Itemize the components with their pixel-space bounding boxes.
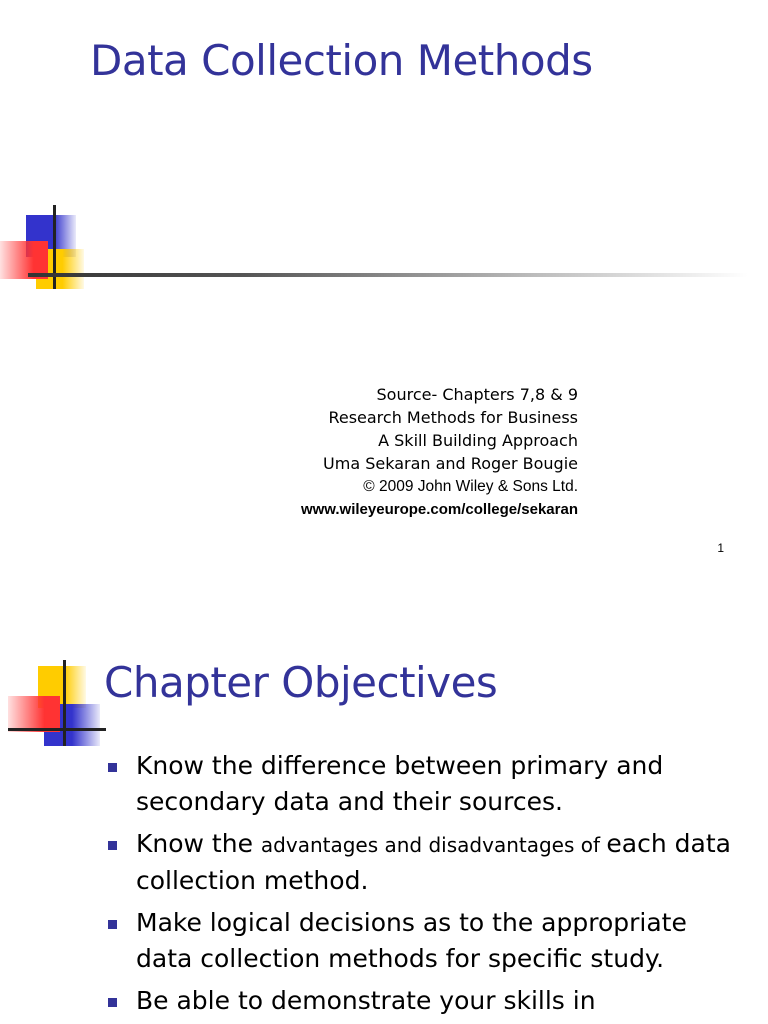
website-line: www.wileyeurope.com/college/sekaran (300, 501, 578, 518)
bullet-text: each data collection method. (136, 829, 731, 895)
corner-decoration (0, 205, 100, 295)
bullet-text: Know the difference between primary and secondary data and their sources. (136, 751, 664, 816)
bullet-text: Make logical decisions as to the appropriate data collection methods for specific study. (136, 908, 687, 973)
list-item (104, 983, 744, 1019)
bullet-square-icon (108, 841, 117, 850)
corner-decoration (0, 658, 110, 748)
list-item (104, 905, 744, 977)
page-number: 1 (717, 541, 724, 555)
source-line: Source- Chapters 7,8 & 9 (376, 385, 578, 404)
source-line: A Skill Building Approach (378, 431, 578, 450)
copyright-line: © 2009 John Wiley & Sons Ltd. (363, 478, 578, 495)
list-item (104, 748, 744, 820)
source-citation (301, 383, 578, 521)
list-item (104, 826, 744, 899)
source-line: Research Methods for Business (328, 408, 578, 427)
slide-title: Chapter Objectives (104, 658, 498, 707)
bullet-text: Know the (136, 829, 261, 858)
source-line: Uma Sekaran and Roger Bougie (323, 454, 578, 473)
bullet-square-icon (108, 763, 117, 772)
horizontal-line (8, 728, 106, 731)
red-square (8, 696, 60, 732)
slide-2 (0, 628, 768, 1024)
bullet-text: Be able to demonstrate your skills in (136, 986, 596, 1015)
bullet-square-icon (108, 920, 117, 929)
vertical-line (63, 660, 66, 746)
objectives-list (104, 748, 744, 1024)
bullet-square-icon (108, 998, 117, 1007)
bullet-text-small: advantages and disadvantages of (260, 833, 607, 857)
title-rule (28, 273, 748, 277)
slide-title: Data Collection Methods (90, 36, 593, 85)
